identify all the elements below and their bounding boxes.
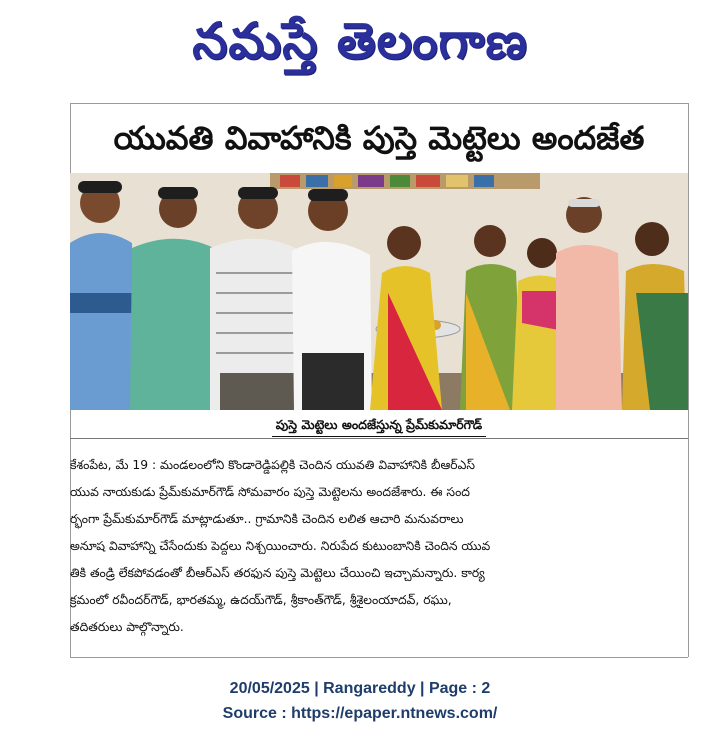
body-line: తదితరులు పాల్గొన్నారు. — [70, 620, 184, 634]
newspaper-logo: నమస్తే తెలంగాణ — [192, 12, 528, 70]
article-headline: యువతి వివాహానికి పుస్తె మెట్టెలు అందజేత — [113, 119, 645, 157]
body-line: యువ నాయకుడు ప్రేమ్‌కుమార్‌గౌడ్ సోమవారం పుస్తె మెట్టెలను అందజేశారు. ఈ సంద — [70, 485, 470, 499]
body-line: అనూష వివాహాన్ని చేసేందుకు పెద్దలు నిశ్చయించారు. నిరుపేద కుటుంబానికి చెందిన యువ — [70, 539, 491, 553]
caption-rule — [70, 438, 688, 439]
news-photo — [70, 173, 688, 410]
body-line: కేశంపేట, మే 19 : మండలంలోని కొండారెడ్డిపల్లికి చెందిన యువతి వివాహానికి బీఆర్‌ఎస్ — [70, 458, 475, 472]
frame-right-rule — [688, 103, 689, 657]
group-photo-illustration — [70, 173, 688, 410]
body-line: ర్భంగా ప్రేమ్‌కుమార్‌గౌడ్ మాట్లాడుతూ.. గ్రామానికి చెందిన లలిత ఆచారి మనువరాలు — [70, 512, 464, 526]
photo-caption: పుస్తె మెట్టెలు అందజేస్తున్న ప్రేమ్‌కుమార్‌గౌడ్ — [272, 414, 486, 437]
body-line: క్రమంలో రవీందర్‌గౌడ్, భారతమ్మ, ఉదయ్‌గౌడ్, శ్రీకాంత్‌గౌడ్, శ్రీశైలంయాదవ్, రఘు, — [70, 593, 452, 607]
frame-top-rule — [70, 103, 688, 104]
photo-caption-block — [70, 414, 688, 437]
footer — [0, 676, 720, 726]
body-line: తికి తండ్రి లేకపోవడంతో బీఆర్‌ఎస్ తరఫున పుస్తె మెట్టెలు చేయించి ఇచ్చామన్నారు. కార్య — [70, 566, 485, 580]
frame-bottom-rule — [70, 657, 688, 658]
footer-date-edition: 20/05/2025 | Rangareddy | Page : 2 — [229, 680, 491, 697]
footer-source: Source : https://epaper.ntnews.com/ — [222, 705, 498, 722]
article-body — [70, 452, 688, 641]
masthead — [0, 0, 720, 95]
